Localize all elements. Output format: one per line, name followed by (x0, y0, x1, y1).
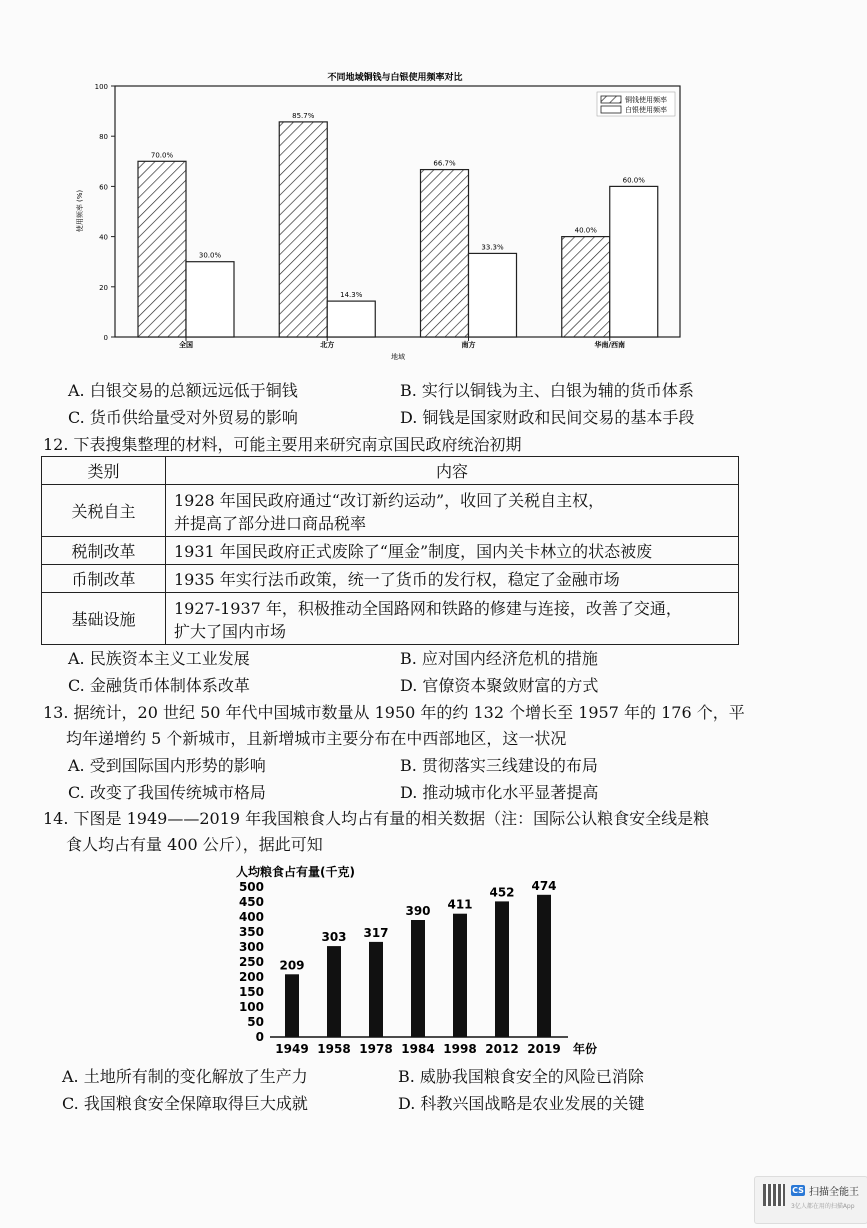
chart1-y-tick-label: 80 (99, 133, 108, 142)
content-line: 1931 年国民政府正式废除了“厘金”制度，国内关卡林立的状态被废 (174, 542, 653, 561)
chart2-y-tick-label: 450 (238, 895, 264, 909)
q14-stem-line-1: 14. 下图是 1949——2019 年我国粮食人均占有量的相关数据（注：国际公认粮食安全线是粮 (43, 809, 710, 828)
chart1-bar (279, 122, 327, 337)
table-row (42, 537, 739, 565)
chart1-data-label: 30.0% (198, 251, 222, 260)
chart2-y-tick-label: 300 (238, 940, 264, 954)
chart2-bar (369, 942, 383, 1037)
q13-stem-line-1: 13. 据统计，20 世纪 50 年代中国城市数量从 1950 年的约 132 个增长至 1957 年的 176 个，平 (43, 703, 745, 722)
chart1-bar (421, 170, 469, 337)
scanner-logo-icon: CS (792, 1186, 804, 1195)
chart2-x-tick-label: 1978 (359, 1042, 393, 1056)
chart2-y-axis-label: 人均粮食占有量(千克) (236, 865, 355, 879)
chart1-legend-silver: 白银使用频率 (625, 106, 667, 114)
chart2-bar (537, 895, 551, 1037)
chart1-bar (327, 301, 375, 337)
q13-option-d[interactable]: D. 推动城市化水平显著提高 (400, 783, 599, 802)
content-line: 并提高了部分进口商品税率 (174, 513, 367, 533)
chart1-data-label: 70.0% (150, 151, 174, 160)
chart1-x-tick-label: 全国 (179, 341, 193, 349)
table-cell-content (166, 537, 739, 565)
q12-table (41, 456, 739, 645)
chart2-bar (495, 901, 509, 1037)
chart2-bar (327, 946, 341, 1037)
chart2-data-label: 303 (321, 930, 347, 945)
q11-option-c[interactable]: C. 货币供给量受对外贸易的影响 (68, 408, 298, 427)
table-cell-category: 基础设施 (42, 593, 166, 645)
q11-option-d[interactable]: D. 铜钱是国家财政和民间交易的基本手段 (400, 408, 695, 427)
chart1-data-label: 33.3% (481, 243, 504, 252)
q12-option-d[interactable]: D. 官僚资本聚敛财富的方式 (400, 676, 599, 695)
table-row (42, 565, 739, 593)
chart1-y-tick-label: 20 (99, 283, 108, 292)
chart1-data-label: 60.0% (622, 176, 645, 185)
table-cell-category: 关税自主 (42, 485, 166, 537)
content-line: 1927-1937 年，积极推动全国路网和铁路的修建与连接，改善了交通， (174, 598, 682, 618)
chart2-y-tick-label: 400 (238, 910, 264, 924)
chart1-x-tick-label: 北方 (320, 341, 335, 349)
chart1-x-tick-label: 南方 (461, 341, 476, 349)
table-header-row (42, 457, 739, 485)
chart1-bar (562, 237, 610, 337)
q14-option-a[interactable]: A. 土地所有制的变化解放了生产力 (62, 1067, 308, 1086)
chart1-y-tick-label: 40 (99, 233, 108, 242)
q13-option-b[interactable]: B. 贯彻落实三线建设的布局 (400, 756, 598, 775)
content-line: 扩大了国内市场 (174, 621, 287, 641)
q13-stem-line-2: 均年递增约 5 个新城市，且新增城市主要分布在中西部地区，这一状况 (66, 729, 567, 748)
table-header-category: 类别 (42, 457, 166, 485)
chart2-x-tick-label: 1949 (275, 1042, 309, 1056)
chart1-title: 不同地域铜钱与白银使用频率对比 (327, 73, 463, 83)
chart2-y-tick-label: 0 (255, 1030, 264, 1044)
table-cell-category: 币制改革 (42, 565, 166, 593)
chart2-bar (285, 974, 299, 1037)
chart2-data-label: 209 (279, 958, 305, 973)
chart2-bar (453, 914, 467, 1037)
table-row (42, 485, 739, 537)
chart1-legend-copper: 铜钱使用频率 (625, 96, 667, 104)
chart2-x-tick-label: 2019 (527, 1042, 561, 1056)
chart2-data-label: 411 (447, 897, 473, 912)
chart1-bar (138, 161, 186, 337)
chart2-data-label: 452 (489, 885, 515, 900)
chart2-y-tick-label: 150 (238, 985, 264, 999)
chart2-x-tick-label: 2012 (485, 1042, 519, 1056)
chart1-data-label: 66.7% (433, 159, 456, 168)
chart2-bar (411, 920, 425, 1037)
scanner-watermark (754, 1176, 867, 1224)
q13-option-c[interactable]: C. 改变了我国传统城市格局 (68, 783, 266, 802)
chart1-bar (610, 186, 658, 337)
chart1-y-tick-label: 0 (103, 334, 108, 342)
chart1-data-label: 85.7% (292, 111, 315, 120)
chart2-y-tick-label: 500 (238, 880, 264, 894)
chart2-y-tick-label: 250 (238, 955, 264, 969)
chart2-x-tick-label: 1958 (317, 1042, 351, 1056)
chart1-x-tick-label: 华南/西南 (594, 341, 626, 349)
q11-option-a[interactable]: A. 白银交易的总额远远低于铜钱 (68, 381, 298, 400)
table-header-content: 内容 (166, 457, 739, 485)
q12-option-b[interactable]: B. 应对国内经济危机的措施 (400, 649, 598, 668)
table-row (42, 593, 739, 645)
copper-silver-chart (60, 68, 700, 368)
q12-stem: 12. 下表搜集整理的材料，可能主要用来研究南京国民政府统治初期 (43, 435, 522, 454)
scanner-subtitle: 3亿人都在用的扫描App (791, 1203, 855, 1210)
q14-option-c[interactable]: C. 我国粮食安全保障取得巨大成就 (62, 1094, 308, 1113)
q11-option-b[interactable]: B. 实行以铜钱为主、白银为辅的货币体系 (400, 381, 694, 400)
chart1-y-tick-label: 100 (94, 83, 108, 91)
chart2-y-tick-label: 100 (238, 1000, 264, 1014)
chart2-x-axis-label: 年份 (573, 1042, 598, 1056)
chart1-data-label: 40.0% (574, 226, 597, 235)
chart1-legend (597, 92, 675, 116)
chart1-bar (469, 253, 517, 337)
table-cell-content (166, 485, 739, 537)
chart2-data-label: 390 (405, 904, 431, 918)
chart2-x-tick-label: 1984 (401, 1042, 435, 1056)
q14-option-b[interactable]: B. 威胁我国粮食安全的风险已消除 (398, 1067, 644, 1086)
chart1-data-label: 14.3% (340, 291, 363, 300)
qr-code-icon (763, 1184, 785, 1206)
chart1-y-axis-label: 使用频率 (%) (76, 189, 84, 233)
chart1-x-axis-label: 地域 (391, 353, 405, 361)
chart2-data-label: 474 (531, 878, 557, 893)
chart1-bar (186, 262, 234, 337)
grain-chart (228, 862, 628, 1062)
q13-option-a[interactable]: A. 受到国际国内形势的影响 (68, 756, 266, 775)
q14-option-d[interactable]: D. 科教兴国战略是农业发展的关键 (398, 1094, 645, 1113)
q14-stem-line-2: 食人均占有量 400 公斤），据此可知 (66, 835, 323, 854)
scanner-name: 扫描全能王 (809, 1187, 859, 1198)
chart1-y-tick-label: 60 (99, 183, 108, 192)
content-line: 1935 年实行法币政策，统一了货币的发行权，稳定了金融市场 (174, 570, 620, 589)
table-cell-category: 税制改革 (42, 537, 166, 565)
chart2-y-tick-label: 50 (247, 1015, 264, 1029)
chart2-y-tick-label: 200 (238, 970, 264, 984)
chart2-y-tick-label: 350 (238, 925, 264, 939)
table-cell-content (166, 593, 739, 645)
chart2-x-tick-label: 1998 (443, 1042, 477, 1056)
q12-option-c[interactable]: C. 金融货币体制体系改革 (68, 676, 250, 695)
q12-option-a[interactable]: A. 民族资本主义工业发展 (68, 649, 250, 668)
chart2-data-label: 317 (363, 925, 389, 940)
table-cell-content (166, 565, 739, 593)
content-line: 1928 年国民政府通过“改订新约运动”，收回了关税自主权， (174, 490, 605, 510)
